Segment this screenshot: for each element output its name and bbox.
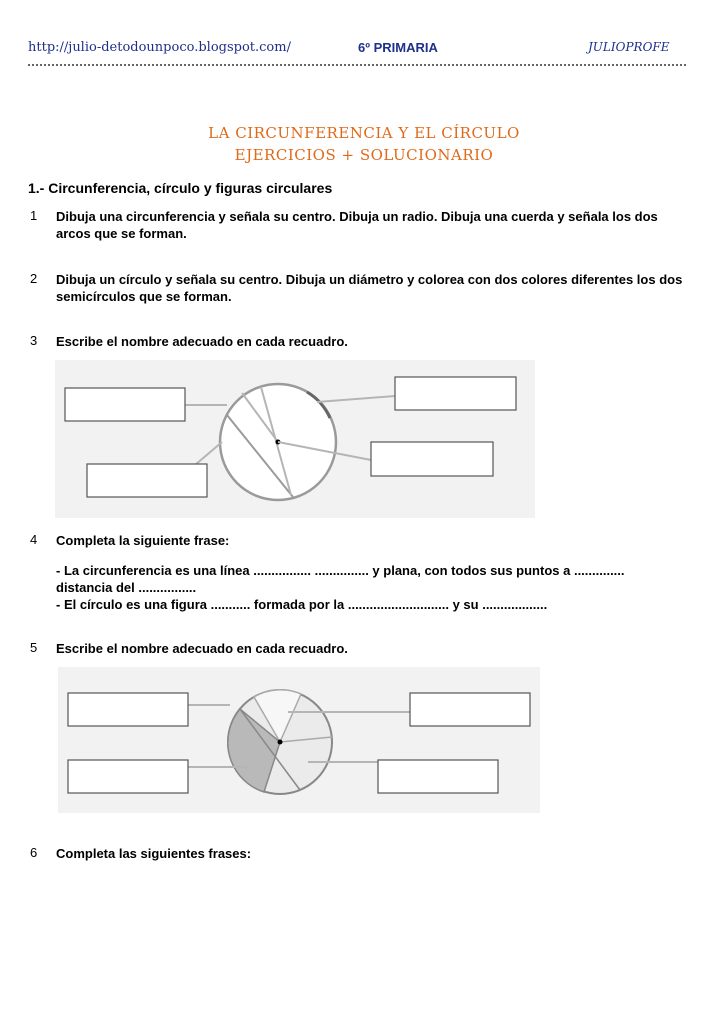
question-text: Completa la siguiente frase: <box>56 533 230 548</box>
page-header <box>28 40 700 60</box>
center-point <box>278 740 283 745</box>
circumference-diagram <box>55 360 535 518</box>
fill-in-sentence: distancia del ................ <box>56 580 197 595</box>
author-name: JULIOPROFE <box>588 40 670 54</box>
question-number: 5 <box>30 640 38 655</box>
answer-box[interactable] <box>87 464 207 497</box>
question-text: Dibuja una circunferencia y señala su centro. Dibuja un radio. Dibuja una cuerda y señala los dos arcos que se forman. <box>56 209 658 241</box>
answer-box[interactable] <box>68 760 188 793</box>
answer-box[interactable] <box>65 388 185 421</box>
fill-in-sentence: - La circunferencia es una línea ................ ............... y plana, con todos sus puntos a .............. <box>56 563 625 578</box>
question-number: 3 <box>30 333 38 348</box>
question-text: Escribe el nombre adecuado en cada recuadro. <box>56 641 348 656</box>
question-number: 2 <box>30 271 38 286</box>
question-number: 1 <box>30 208 38 223</box>
blog-url[interactable]: http://julio-detodounpoco.blogspot.com/ <box>28 40 291 55</box>
worksheet-title: LA CIRCUNFERENCIA Y EL CÍRCULO <box>208 124 520 142</box>
answer-box[interactable] <box>395 377 516 410</box>
answer-box[interactable] <box>371 442 493 476</box>
question-text: Completa las siguientes frases: <box>56 846 252 861</box>
question-text: Escribe el nombre adecuado en cada recuadro. <box>56 334 348 349</box>
answer-box[interactable] <box>410 693 530 726</box>
worksheet-subtitle: EJERCICIOS + SOLUCIONARIO <box>234 146 494 164</box>
answer-box[interactable] <box>378 760 498 793</box>
section-title: 1.- Circunferencia, círculo y figuras circulares <box>28 180 333 196</box>
answer-box[interactable] <box>68 693 188 726</box>
question-text: Dibuja un círculo y señala su centro. Dibuja un diámetro y colorea con dos colores diferentes los dos semicírculos que se forman. <box>56 272 683 304</box>
fill-in-sentence: - El círculo es una figura ........... formada por la ............................ y su .................. <box>56 597 548 612</box>
question-number: 6 <box>30 845 38 860</box>
circle-diagram <box>58 667 540 813</box>
header-divider <box>28 64 686 66</box>
grade-level: 6º PRIMARIA <box>358 40 438 55</box>
question-number: 4 <box>30 532 38 547</box>
